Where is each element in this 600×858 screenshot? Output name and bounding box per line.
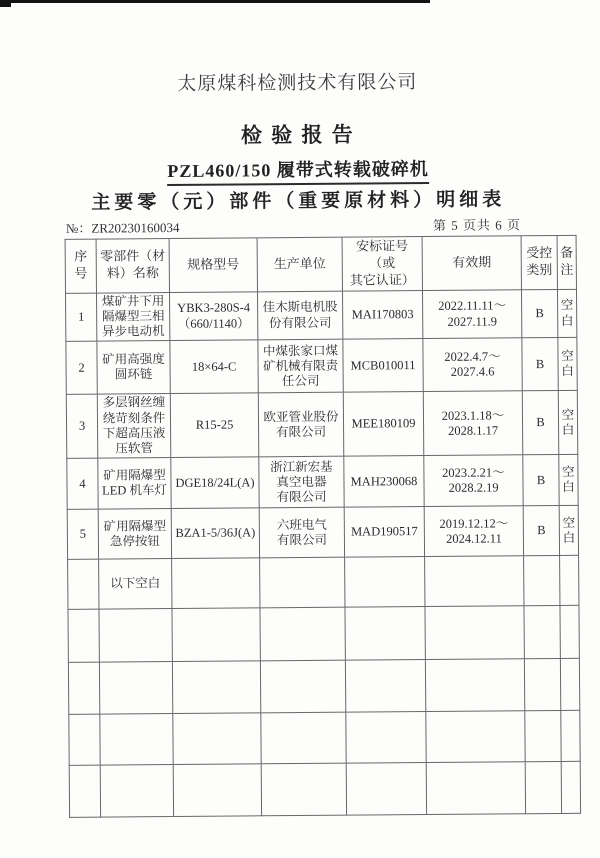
cell-empty	[99, 662, 172, 715]
table-row	[67, 506, 578, 560]
cell-empty	[100, 714, 173, 766]
cell-producer: 浙江新宏基 真空电器 有限公司	[259, 457, 344, 509]
product-model-title	[0, 154, 598, 188]
product-model-underlined-text: PZL460/150 履带式转载破碎机	[167, 155, 429, 186]
header-cell-validity: 有效期	[422, 236, 521, 290]
cell-producer: 欧亚管业股份 有限公司	[258, 393, 344, 458]
cell-cert-number: MEE180109	[343, 392, 424, 457]
cell-validity: 2019.12.12～ 2024.12.11	[424, 506, 523, 557]
report-number	[46, 217, 180, 237]
cell-empty	[524, 606, 560, 659]
blank-note-row	[68, 556, 579, 610]
cell-empty	[260, 608, 345, 662]
cell-control-category: B	[523, 506, 559, 556]
cell-empty	[173, 713, 261, 765]
cell-part-name: 矿用隔爆型 LED 机车灯	[98, 458, 171, 510]
header-cell-index: 序 号	[65, 239, 96, 293]
cell-control-category: B	[521, 289, 557, 338]
cell-empty	[525, 711, 561, 762]
cell-remark: 空白	[558, 338, 577, 391]
cell-validity: 2023.1.18～ 2028.1.17	[423, 391, 522, 456]
cell-empty	[426, 762, 525, 815]
table-title: 主要零（元）部件（重要原材料）明细表	[91, 189, 506, 214]
parts-table	[65, 235, 582, 818]
cell-empty	[261, 713, 346, 765]
table-row	[65, 289, 576, 342]
cell-empty	[68, 610, 99, 663]
cell-empty	[560, 606, 579, 659]
cell-spec-model: DGE18/24L(A)	[171, 457, 259, 509]
cell-spec-model: BZA1-5/36J(A)	[171, 508, 259, 559]
cell-empty	[425, 659, 524, 712]
header-cell-cert-number: 安标证号（或 其它认证）	[342, 237, 422, 291]
cell-empty	[260, 661, 345, 714]
cell-validity: 2022.4.7～ 2027.4.6	[423, 338, 522, 392]
cell-empty	[260, 558, 345, 609]
cell-empty	[524, 659, 560, 711]
cell-control-category: B	[522, 338, 558, 391]
cell-cert-number: MAD190517	[344, 507, 424, 558]
cell-empty	[172, 661, 260, 714]
cell-empty	[69, 766, 100, 818]
cell-empty	[172, 608, 260, 662]
parts-table-body	[65, 289, 580, 818]
cell-empty	[346, 712, 426, 764]
cell-validity: 2023.2.21～ 2028.2.19	[424, 455, 523, 507]
report-number-label: №：	[65, 220, 92, 236]
cell-empty	[99, 609, 172, 663]
page-indicator: 第 5 页共 6 页	[432, 217, 522, 233]
cell-empty	[68, 663, 99, 715]
cell-index: 3	[66, 395, 98, 459]
cell-spec-model: YBK3-280S-4 （660/1140）	[169, 292, 257, 341]
cell-index: 5	[67, 510, 98, 560]
cell-empty	[173, 764, 261, 817]
cell-remark: 空白	[557, 289, 576, 338]
cell-spec-model: R15-25	[170, 393, 258, 458]
company-name: 太原煤科检测技术有限公司	[177, 72, 418, 95]
cell-cert-number: MAH230068	[344, 456, 424, 508]
report-number-value: ZR20230160034	[91, 219, 180, 236]
cell-empty	[525, 762, 561, 814]
cell-spec-model: 18×64-C	[170, 340, 258, 394]
cell-part-name: 矿用高强度 圆环链	[97, 341, 170, 395]
cell-index: 2	[66, 342, 97, 395]
report-title: 检 验 报 告	[240, 122, 355, 148]
cell-index: 1	[65, 293, 96, 342]
cell-validity: 2022.11.11～ 2027.11.9	[422, 289, 521, 339]
cell-remark: 空白	[559, 506, 578, 556]
header-row	[65, 235, 576, 293]
cell-empty	[561, 711, 580, 762]
cell-empty	[425, 606, 524, 660]
empty-row	[68, 606, 579, 663]
header-cell-control-category: 受控 类别	[521, 235, 557, 289]
cell-cert-number: MAI170803	[342, 290, 422, 339]
empty-row	[69, 762, 580, 818]
cell-empty	[426, 711, 525, 763]
header-cell-part-name: 零部件（材 料）名称	[96, 239, 169, 293]
table-row	[66, 391, 577, 459]
cell-remark: 空白	[559, 455, 578, 506]
cell-empty	[345, 557, 425, 608]
cell-control-category: B	[523, 455, 559, 506]
header-cell-remark: 备 注	[557, 235, 576, 289]
meta-row	[46, 214, 551, 237]
empty-row	[68, 659, 579, 715]
cell-empty	[261, 764, 346, 817]
cell-empty	[524, 556, 560, 606]
cell-control-category: B	[522, 391, 559, 455]
empty-row	[69, 711, 580, 766]
cell-empty	[346, 763, 426, 816]
cell-empty	[560, 659, 579, 711]
cell-empty	[69, 715, 100, 766]
table-row	[66, 338, 577, 395]
cell-empty	[345, 607, 425, 661]
cell-producer: 中煤张家口煤 矿机械有限责 任公司	[258, 340, 343, 394]
cell-empty	[172, 558, 260, 609]
cell-index: 4	[67, 459, 98, 510]
table-row	[67, 455, 578, 510]
cell-cert-number: MCB010011	[343, 339, 423, 393]
cell-empty	[425, 556, 524, 607]
cell-empty	[100, 765, 173, 818]
cell-producer: 佳木斯电机股 份有限公司	[257, 291, 342, 340]
cell-empty	[560, 556, 579, 606]
cell-empty	[345, 660, 425, 713]
cell-part-name: 多层钢丝缠 绕苛刻条件 下超高压液 压软管	[97, 394, 171, 459]
parts-table-header	[65, 235, 576, 293]
cell-empty	[561, 762, 580, 814]
header-cell-producer: 生产单位	[257, 237, 342, 291]
cell-remark: 空白	[558, 391, 578, 455]
cell-part-name: 煤矿井下用 隔爆型三相 异步电动机	[96, 292, 169, 341]
cell-producer: 六班电气 有限公司	[259, 508, 344, 559]
header-cell-spec-model: 规格型号	[169, 238, 257, 292]
cell-part-name: 矿用隔爆型 急停按钮	[98, 509, 171, 560]
cell-blank-note: 以下空白	[99, 559, 172, 610]
cell-empty	[68, 560, 99, 610]
